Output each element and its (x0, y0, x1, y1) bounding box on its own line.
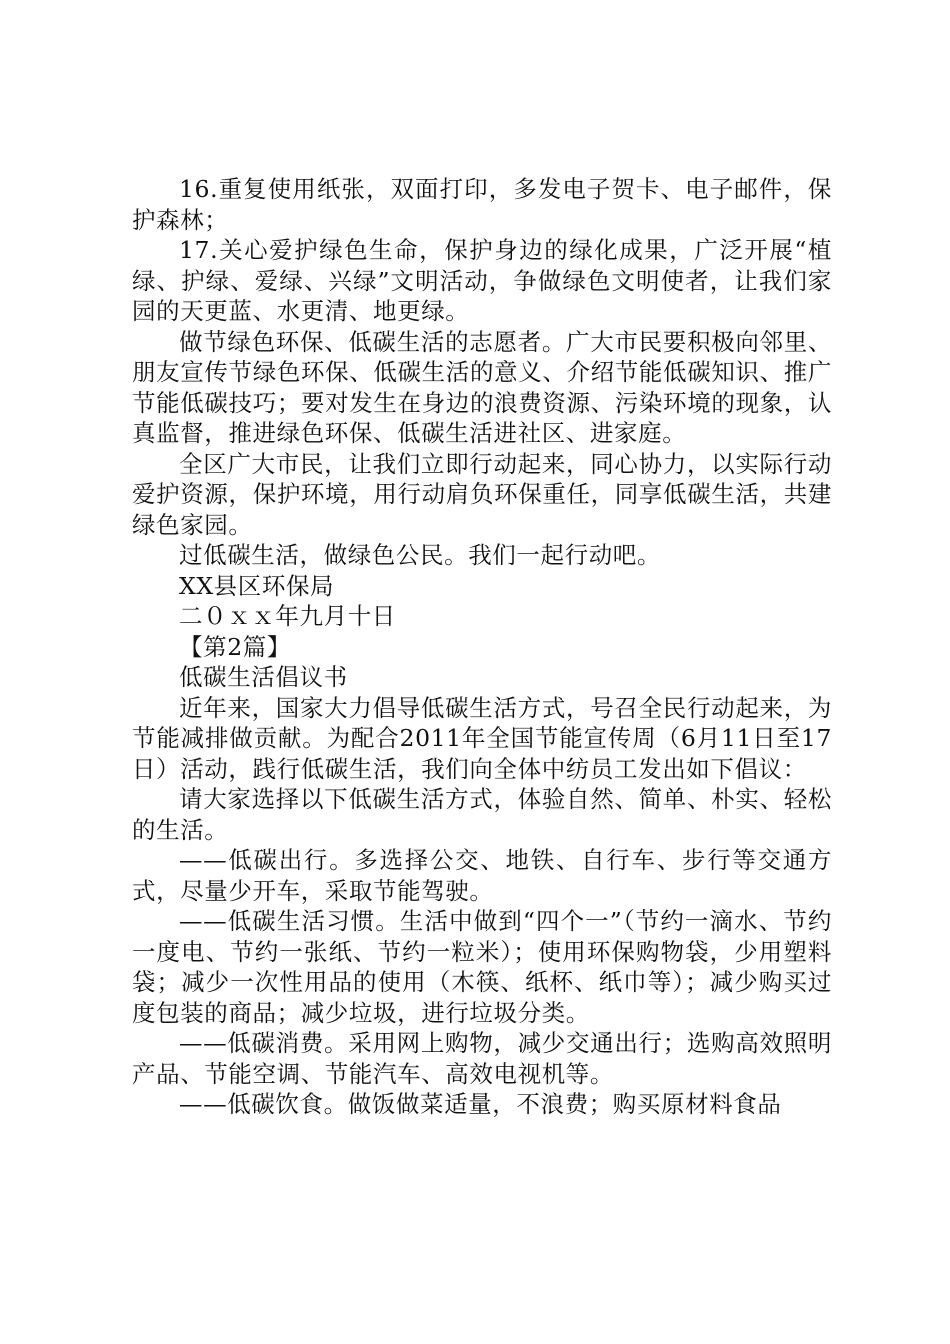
paragraph-low-carbon-travel: ——低碳出行。多选择公交、地铁、自行车、步行等交通方式，尽量少开车，采取节能驾驶。 (132, 846, 832, 905)
paragraph-choose: 请大家选择以下低碳生活方式，体验自然、简单、朴实、轻松的生活。 (132, 785, 832, 844)
section-title: 低碳生活倡议书 (179, 663, 348, 691)
paragraph-slogan: 过低碳生活，做绿色公民。我们一起行动吧。 (179, 541, 661, 569)
paragraph-item-17: 17.关心爱护绿色生命，保护身边的绿化成果，广泛开展“植绿、护绿、爱绿、兴绿”文明活动，争做绿色文明使者，让我们家园的天更蓝、水更清、地更绿。 (132, 236, 832, 325)
paragraph-intro: 近年来，国家大力倡导低碳生活方式，号召全民行动起来，为节能减排做贡献。为配合2011年全国节能宣传周（6月11日至17日）活动，践行低碳生活，我们向全体中纺员工发出如下倡议： (132, 693, 832, 783)
document-body (132, 174, 832, 1120)
paragraph-low-carbon-diet: ——低碳饮食。做饭做菜适量，不浪费；购买原材料食品 (179, 1090, 782, 1118)
signature-date: 二０ｘｘ年九月十日 (179, 602, 396, 630)
paragraph-low-carbon-consumption: ——低碳消费。采用网上购物，减少交通出行；选购高效照明产品、节能空调、节能汽车、高效电视机等。 (132, 1029, 832, 1088)
signature-organization: XX县区环保局 (179, 571, 335, 600)
paragraph-volunteer: 做节绿色环保、低碳生活的志愿者。广大市民要积极向邻里、朋友宣传节绿色环保、低碳生活的意义、介绍节能低碳知识、推广节能低碳技巧；要对发生在身边的浪费资源、污染环境的现象，认真监督，推进绿色环保、低碳生活进社区、进家庭。 (132, 327, 832, 447)
paragraph-low-carbon-habits: ——低碳生活习惯。生活中做到“四个一”（节约一滴水、节约一度电、节约一张纸、节约一粒米）；使用环保购物袋，少用塑料袋；减少一次性用品的使用（木筷、纸杯、纸巾等）；减少购买过度包装的商品；减少垃圾，进行垃圾分类。 (132, 907, 832, 1027)
section-marker: 【第2篇】 (179, 632, 291, 661)
paragraph-call-to-action: 全区广大市民，让我们立即行动起来，同心协力，以实际行动爱护资源，保护环境，用行动肩负环保重任，同享低碳生活，共建绿色家园。 (132, 449, 832, 539)
paragraph-item-16: 16.重复使用纸张，双面打印，多发电子贺卡、电子邮件，保护森林； (132, 175, 832, 234)
